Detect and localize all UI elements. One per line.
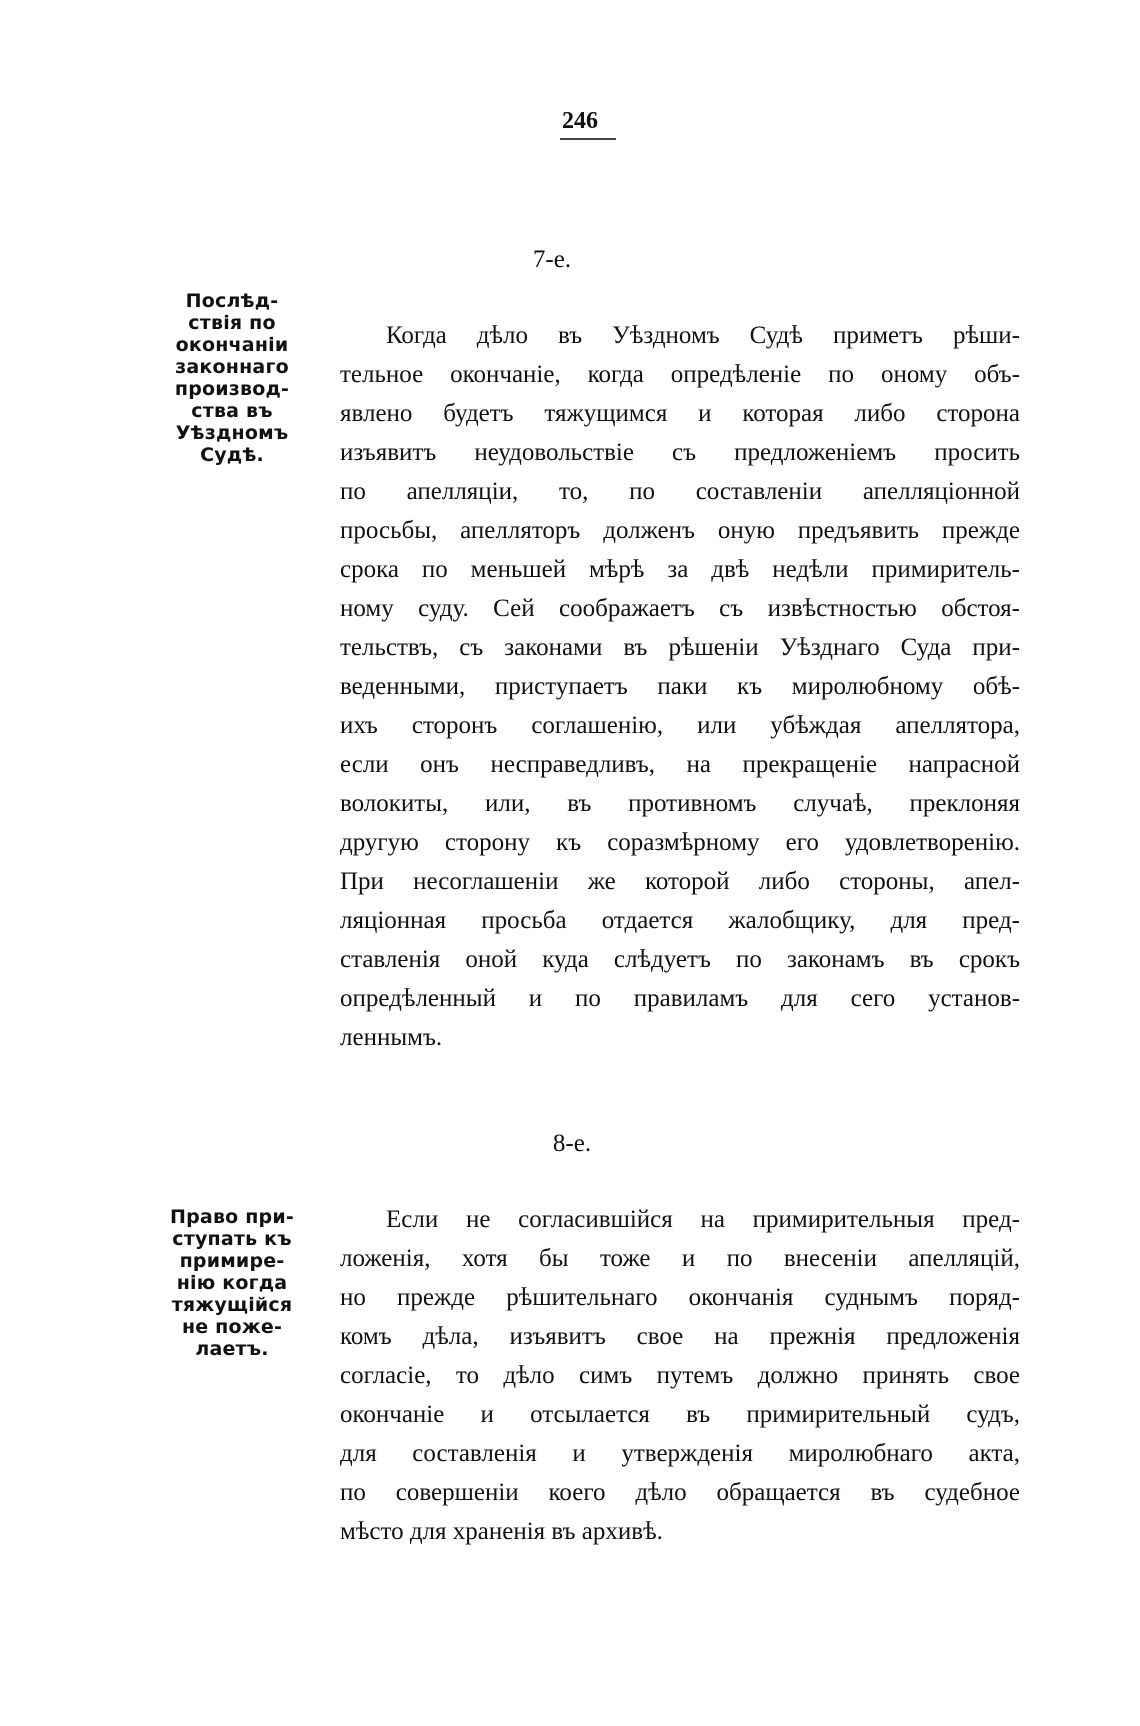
text-line: комъ дѣла, изъявитъ свое на прежнія предложенія: [340, 1323, 1020, 1350]
text-line: веденными, приступаетъ паки къ миролюбному обѣ-: [340, 673, 1020, 700]
margin-note-line: Уѣздномъ: [175, 422, 289, 444]
margin-note-7: [162, 290, 302, 466]
margin-note-line: ства въ: [191, 400, 273, 422]
text-line: по совершеніи коего дѣло обращается въ судебное: [340, 1479, 1020, 1506]
page-number-rule: [560, 138, 616, 140]
margin-note-line: ствія по: [188, 312, 276, 334]
margin-note-line: не поже-: [181, 1316, 283, 1338]
margin-note-line: ступать къ: [172, 1228, 292, 1250]
text-line: согласіе, то дѣло симъ путемъ должно принять свое: [340, 1362, 1020, 1389]
text-line: ляціонная просьба отдается жалобщику, для пред-: [340, 907, 1020, 934]
margin-note-line: законнаго: [175, 356, 289, 378]
text-line: ному суду. Сей соображаетъ съ извѣстностью обстоя-: [340, 595, 1020, 622]
section-8-paragraph: [340, 1200, 1020, 1551]
text-line: просьбы, апелляторъ долженъ оную предъявить прежде: [340, 517, 1020, 544]
text-line: изъявитъ неудовольствіе съ предложеніемъ просить: [340, 439, 1020, 466]
margin-note-line: Право при-: [170, 1206, 294, 1228]
margin-note-line: окончаніи: [175, 334, 289, 356]
margin-note-line: примире-: [179, 1250, 285, 1272]
text-line: по апелляціи, то, по составленіи апелляціонной: [340, 478, 1020, 505]
text-line: явлено будетъ тяжущимся и которая либо сторона: [340, 400, 1020, 427]
margin-note-line: лаетъ.: [195, 1338, 269, 1360]
text-line: тельствъ, съ законами въ рѣшеніи Уѣзднаго Суда при-: [340, 634, 1020, 661]
section-heading-8: 8-е.: [552, 1130, 592, 1157]
text-line: При несоглашеніи же которой либо стороны, апел-: [340, 868, 1020, 895]
text-line: если онъ несправедливъ, на прекращеніе напрасной: [340, 751, 1020, 778]
text-line: срока по меньшей мѣрѣ за двѣ недѣли примиритель-: [340, 556, 1020, 583]
margin-note-line: тяжущійся: [171, 1294, 293, 1316]
text-line: окончаніе и отсылается въ примирительный судъ,: [340, 1401, 1020, 1428]
text-line: ихъ сторонъ соглашенію, или убѣждая апеллятора,: [340, 712, 1020, 739]
text-line: для составленія и утвержденія миролюбнаго акта,: [340, 1440, 1020, 1467]
text-line: тельное окончаніе, когда опредѣленіе по оному объ-: [340, 361, 1020, 388]
text-line: другую сторону къ соразмѣрному его удовлетворенію.: [340, 829, 1020, 856]
text-line: Если не согласившійся на примирительныя пред-: [386, 1206, 1020, 1233]
text-line: ложенія, хотя бы тоже и по внесеніи апелляцій,: [340, 1245, 1020, 1272]
text-line: Когда дѣло въ Уѣздномъ Судѣ приметъ рѣши-: [386, 322, 1020, 349]
margin-note-line: производ-: [174, 378, 290, 400]
text-line: но прежде рѣшительнаго окончанія суднымъ поряд-: [340, 1284, 1020, 1311]
section-heading-7: 7-е.: [532, 246, 572, 273]
margin-note-line: Послѣд-: [185, 290, 279, 312]
margin-note-8: [162, 1206, 302, 1360]
margin-note-line: нію когда: [176, 1272, 288, 1294]
margin-note-line: Судѣ.: [200, 444, 264, 466]
text-line: леннымъ.: [340, 1024, 443, 1051]
text-line: ставленія оной куда слѣдуетъ по законамъ въ срокъ: [340, 946, 1020, 973]
text-line: опредѣленный и по правиламъ для сего установ-: [340, 985, 1020, 1012]
page-number: 246: [562, 108, 598, 134]
section-7-paragraph: [340, 316, 1020, 1057]
text-line: мѣсто для храненія въ архивѣ.: [340, 1518, 663, 1545]
text-line: волокиты, или, въ противномъ случаѣ, преклоняя: [340, 790, 1020, 817]
